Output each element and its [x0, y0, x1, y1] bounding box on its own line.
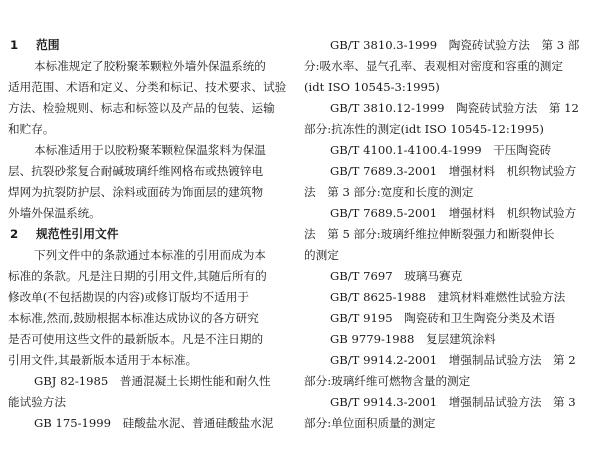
- reference-line: 部分:单位面积质量的测定: [304, 416, 436, 430]
- reference-line: GB/T 3810.12-1999 陶瓷砖试验方法 第 12: [330, 101, 579, 115]
- section-1-title: 范围: [36, 38, 60, 52]
- reference-line: 分:吸水率、显气孔率、表观相对密度和容重的测定: [304, 59, 563, 73]
- intro-line: 引用文件,其最新版本适用于本标准。: [8, 353, 198, 367]
- reference-line: GB 9779-1988 复层建筑涂料: [330, 332, 496, 346]
- scope-line: 方法、检验规则、标志和标签以及产品的包装、运输: [8, 101, 275, 115]
- scope-line: 本标准适用于以胶粉聚苯颗粒保温浆料为保温: [34, 143, 266, 157]
- reference-line: GB/T 8625-1988 建筑材料难燃性试验方法: [330, 290, 566, 304]
- reference-line: (idt ISO 10545-3:1995): [304, 80, 440, 94]
- reference-line: 部分:抗冻性的测定(idt ISO 10545-12:1995): [304, 122, 544, 136]
- intro-line: 标准的条款。凡是注日期的引用文件,其随后所有的: [8, 269, 267, 283]
- reference-line: GB/T 4100.1-4100.4-1999 干压陶瓷砖: [330, 143, 552, 157]
- intro-line: 是否可使用这些文件的最新版本。凡是不注日期的: [8, 332, 264, 346]
- scope-line: 外墙外保温系统。: [8, 206, 101, 220]
- reference-line: GB/T 9914.3-2001 增强制品试验方法 第 3: [330, 395, 576, 409]
- reference-line: 的测定: [304, 248, 339, 262]
- reference-line: GB 175-1999 硅酸盐水泥、普通硅酸盐水泥: [34, 416, 274, 430]
- reference-line: GB/T 9195 陶瓷砖和卫生陶瓷分类及术语: [330, 311, 555, 325]
- reference-line: 法 第 5 部分:玻璃纤维拉伸断裂强力和断裂伸长: [304, 227, 555, 241]
- scope-line: 层、抗裂砂浆复合耐碱玻璃纤维网格布或热镀锌电: [8, 164, 264, 178]
- reference-line: GBJ 82-1985 普通混凝土长期性能和耐久性: [34, 374, 271, 388]
- reference-line: GB/T 7697 玻璃马赛克: [330, 269, 463, 283]
- reference-line: 能试验方法: [8, 395, 66, 409]
- section-2-number: 2: [10, 227, 19, 241]
- intro-line: 修改单(不包括勘误的内容)或修订版均不适用于: [8, 290, 249, 304]
- reference-line: 法 第 3 部分:宽度和长度的测定: [304, 185, 474, 199]
- section-1-heading: [8, 37, 60, 53]
- reference-line: GB/T 9914.2-2001 增强制品试验方法 第 2: [330, 353, 576, 367]
- intro-line: 下列文件中的条款通过本标准的引用而成为本: [34, 248, 266, 262]
- reference-line: GB/T 7689.5-2001 增强材料 机织物试验方: [330, 206, 577, 220]
- scope-line: 焊网为抗裂防护层、涂料或面砖为饰面层的建筑物: [8, 185, 264, 199]
- scope-line: 适用范围、术语和定义、分类和标记、技术要求、试验: [8, 80, 287, 94]
- scope-line: 本标准规定了胶粉聚苯颗粒外墙外保温系统的: [34, 59, 266, 73]
- reference-line: 部分:玻璃纤维可燃物含量的测定: [304, 374, 471, 388]
- reference-line: GB/T 7689.3-2001 增强材料 机织物试验方: [330, 164, 577, 178]
- section-1-number: 1: [10, 38, 19, 52]
- section-2-heading: [8, 226, 119, 242]
- scope-line: 和贮存。: [8, 122, 55, 136]
- intro-line: 本标准,然而,鼓励根据本标准达成协议的各方研究: [8, 311, 259, 325]
- reference-line: GB/T 3810.3-1999 陶瓷砖试验方法 第 3 部: [330, 38, 580, 52]
- section-2-title: 规范性引用文件: [36, 227, 119, 241]
